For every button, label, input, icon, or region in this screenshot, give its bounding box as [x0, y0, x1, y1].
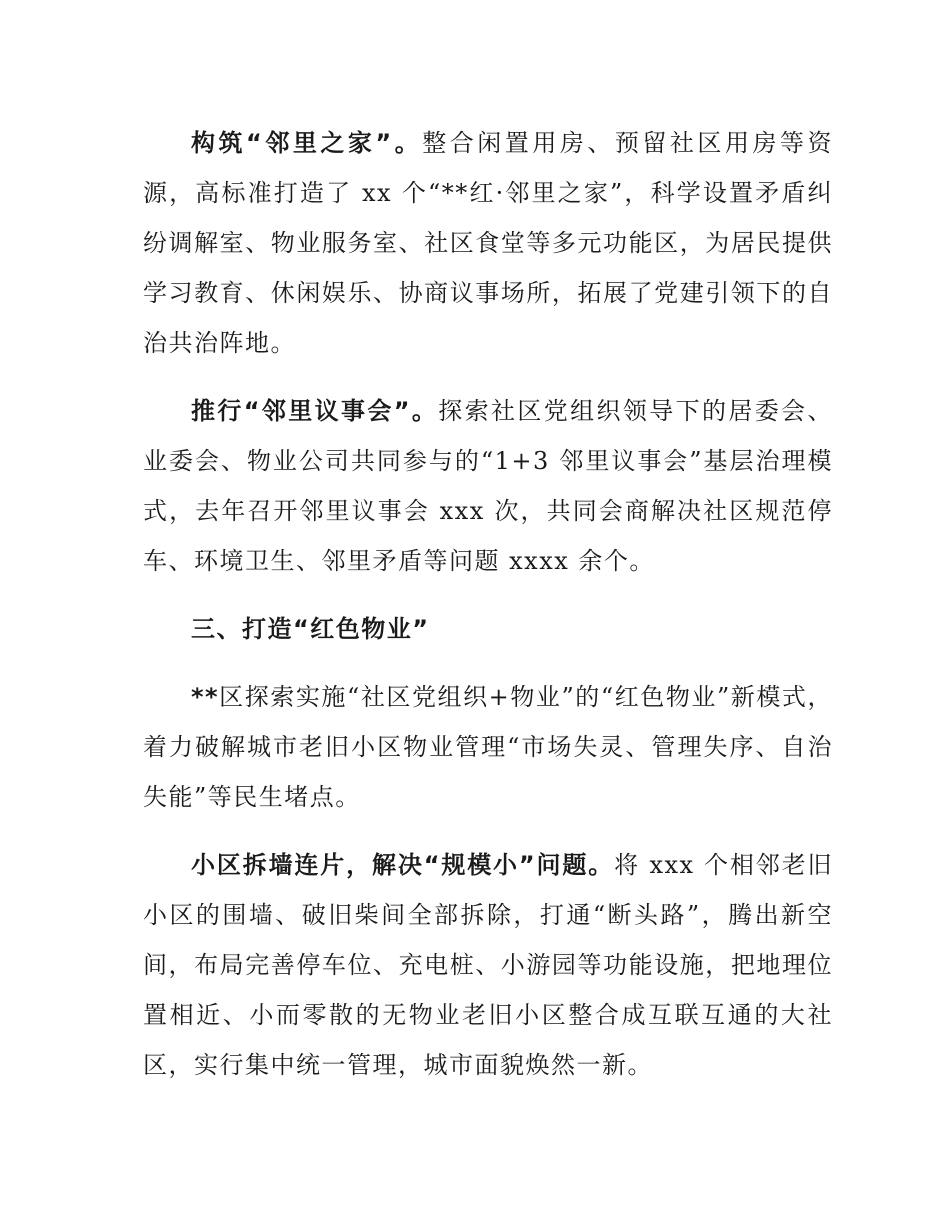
- paragraph-text: 整合闲置用房、预留社区用房等资源，高标准打造了 xx 个“**红·邻里之家”，科学设置矛盾纠纷调解室、物业服务室、社区食堂等多元功能区，为居民提供学习教育、休闲娱乐、协商议事场所，拓展了党建引领下的自治共治阵地。: [143, 129, 834, 357]
- paragraph-text: 探索社区党组织领导下的居委会、业委会、物业公司共同参与的“1+3 邻里议事会”基层治理模式，去年召开邻里议事会 xxx 次，共同会商解决社区规范停车、环境卫生、邻里矛盾等问题 xxxx 余个。: [143, 397, 834, 575]
- paragraph-lead: **: [191, 683, 220, 711]
- paragraph-lead: 推行“邻里议事会”。: [191, 397, 439, 425]
- section-heading: 三、打造“红色物业”: [191, 615, 430, 643]
- paragraph-red-property-intro: [143, 672, 833, 822]
- paragraph-wall-removal: [143, 840, 833, 1090]
- document-body: [143, 118, 833, 1108]
- paragraph-neighborhood-council: [143, 386, 833, 586]
- paragraph-lead: 构筑“邻里之家”。: [191, 129, 423, 157]
- paragraph-text: 将 xxx 个相邻老旧小区的围墙、破旧柴间全部拆除，打通“断头路”，腾出新空间，布局完善停车位、充电桩、小游园等功能设施，把地理位置相近、小而零散的无物业老旧小区整合成互联互通的大社区，实行集中统一管理，城市面貌焕然一新。: [143, 851, 833, 1079]
- paragraph-neighborhood-home: [143, 118, 833, 368]
- paragraph-text: 区探索实施“社区党组织+物业”的“红色物业”新模式，着力破解城市老旧小区物业管理“市场失灵、管理失序、自治失能”等民生堵点。: [143, 683, 833, 811]
- paragraph-lead: 小区拆墙连片，解决“规模小”问题。: [191, 851, 615, 879]
